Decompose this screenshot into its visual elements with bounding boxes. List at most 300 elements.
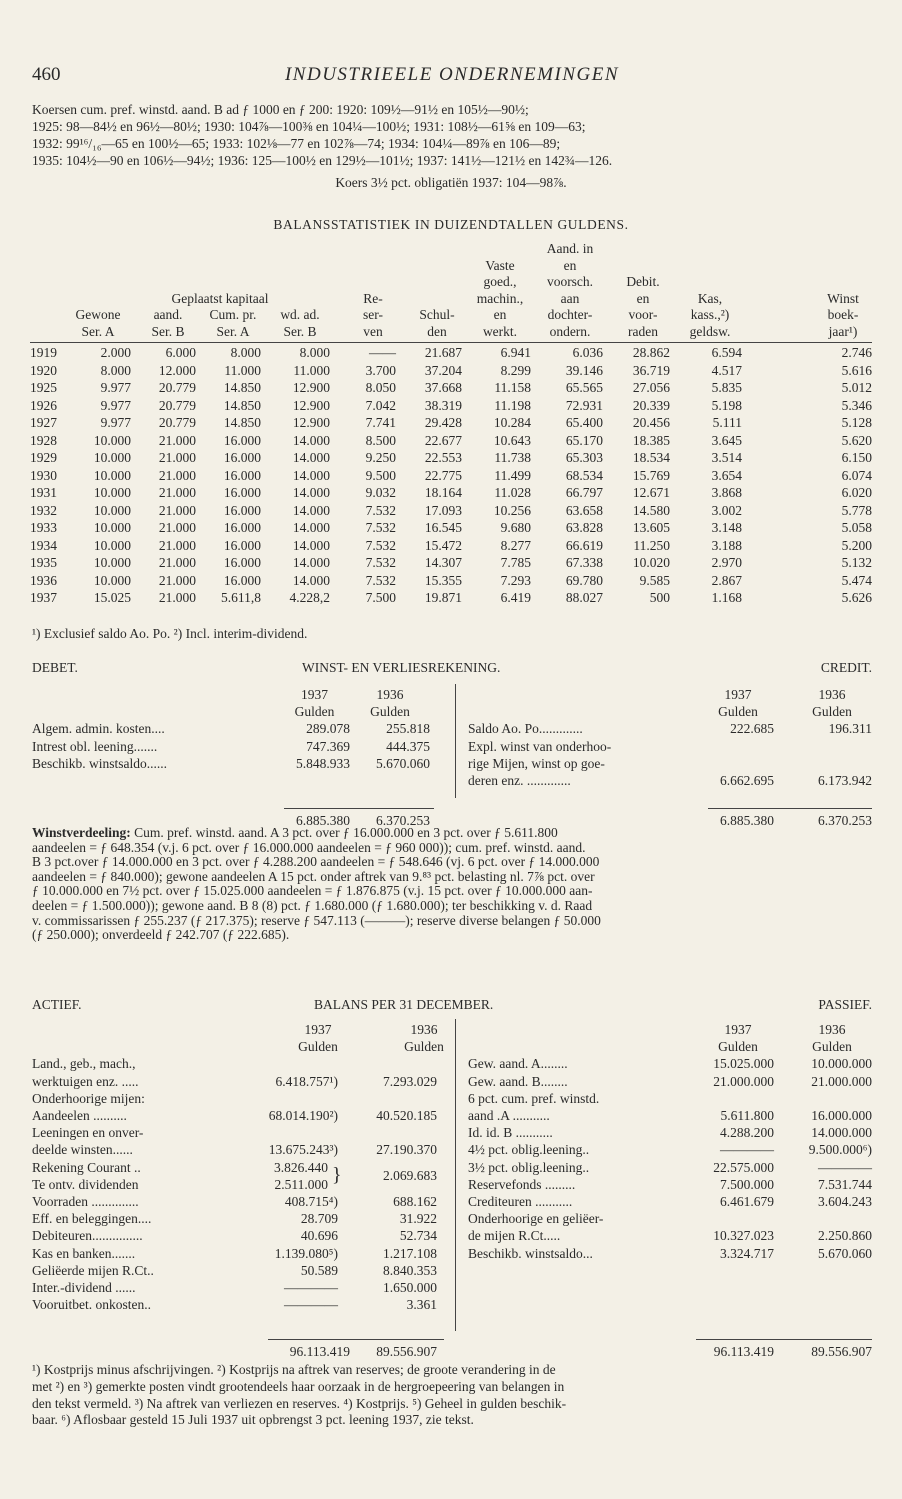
actief-1937: 40.696 bbox=[300, 1228, 338, 1244]
year-cell: 1920 bbox=[30, 362, 57, 378]
actief-label: Aandeelen .......... bbox=[32, 1108, 127, 1123]
column-header bbox=[674, 291, 746, 341]
passief-label: 6 pct. cum. pref. winstd. bbox=[468, 1090, 600, 1106]
value-cell: 14.850 bbox=[223, 380, 261, 395]
actief-1936: 1.650.000 bbox=[383, 1280, 437, 1295]
value-cell: 20.779 bbox=[158, 380, 196, 395]
value-cell: 19.871 bbox=[424, 590, 462, 605]
column-header: Gulden bbox=[294, 704, 335, 720]
actief-1937: 50.589 bbox=[300, 1262, 338, 1278]
text-line: B 3 pct.over ƒ 14.000.000 en 3 pct. over ƒ 4.288.200 aandeelen = ƒ 548.646 (vj. 6 pct. over ƒ 14.000.000 bbox=[32, 855, 600, 870]
value-cell: 29.428 bbox=[424, 415, 462, 430]
value-cell: 3.868 bbox=[711, 485, 742, 500]
value-cell: 6.941 bbox=[500, 345, 531, 360]
actief-1936: 27.190.370 bbox=[376, 1142, 437, 1158]
column-header bbox=[61, 307, 135, 340]
table-row bbox=[30, 449, 872, 467]
column-header-line: ser- bbox=[363, 307, 383, 322]
value-cell: 16.000 bbox=[223, 537, 261, 553]
value-cell: 66.797 bbox=[565, 485, 603, 500]
balansstat-footnote: ¹) Exclusief saldo Ao. Po. ²) Incl. interim-dividend. bbox=[32, 626, 308, 641]
table-row bbox=[30, 362, 872, 380]
value-cell: 16.000 bbox=[223, 502, 261, 518]
text-line: ƒ 10.000.000 en 7½ pct. over ƒ 15.025.000 aandeelen = ƒ 1.876.875 (v.j. 15 pct. over ƒ 10.000.000 aan- bbox=[32, 884, 593, 899]
actief-label: Rekening Courant .. bbox=[32, 1159, 141, 1175]
column-header-line: goed., bbox=[483, 274, 517, 289]
column-header-line: Ser. B bbox=[151, 323, 185, 339]
value-cell: 4.228,2 bbox=[289, 590, 330, 605]
column-header-line: Schul- bbox=[419, 307, 455, 322]
value-cell: 5.620 bbox=[841, 432, 872, 448]
column-header: 1936 bbox=[410, 1022, 438, 1037]
value-cell: 10.256 bbox=[493, 502, 531, 518]
credit-1936: 6.173.942 bbox=[818, 773, 872, 788]
debet-1937: 289.078 bbox=[306, 721, 350, 737]
table-row bbox=[30, 414, 872, 432]
value-cell: 10.000 bbox=[93, 450, 131, 465]
column-header-line: geldsw. bbox=[689, 323, 731, 339]
value-cell: 10.000 bbox=[93, 537, 131, 553]
text-line: v. commissarissen ƒ 255.237 (ƒ 217.375); reserve ƒ 547.113 (———); reserve diverse belangen ƒ 50.000 bbox=[32, 913, 601, 928]
year-cell: 1932 bbox=[30, 502, 57, 518]
sum-rule bbox=[708, 808, 872, 809]
debet-title: DEBET. bbox=[32, 660, 78, 675]
passief-1937: 4.288.200 bbox=[720, 1125, 774, 1141]
value-cell: 14.850 bbox=[223, 397, 261, 413]
value-cell: 21.000 bbox=[158, 520, 196, 535]
passief-1936: 3.604.243 bbox=[818, 1194, 872, 1209]
column-header: 1937 bbox=[724, 687, 752, 702]
value-cell: 7.741 bbox=[365, 415, 396, 430]
value-cell: 2.746 bbox=[841, 345, 872, 360]
debet-label: Algem. admin. kosten.... bbox=[32, 721, 165, 737]
value-cell: 17.093 bbox=[424, 502, 462, 518]
obligaties-koers: Koers 3½ pct. obligatiën 1937: 104—98⅞. bbox=[335, 175, 567, 190]
value-cell: 65.565 bbox=[565, 380, 603, 395]
passief-1937: 22.575.000 bbox=[713, 1159, 774, 1175]
value-cell: 21.000 bbox=[158, 467, 196, 483]
actief-1937: 1.139.080⁵) bbox=[274, 1245, 338, 1261]
passief-1937: 7.500.000 bbox=[720, 1176, 774, 1192]
value-cell: 10.000 bbox=[93, 485, 131, 500]
header-rule bbox=[30, 342, 872, 343]
value-cell: 18.164 bbox=[424, 485, 462, 500]
value-cell: 10.000 bbox=[93, 520, 131, 535]
value-cell: 20.456 bbox=[632, 415, 670, 430]
value-cell: 20.779 bbox=[158, 415, 196, 430]
value-cell: 16.000 bbox=[223, 432, 261, 448]
passief-label: Gew. aand. A........ bbox=[468, 1056, 568, 1072]
column-header-line: Ser. A bbox=[216, 323, 250, 339]
value-cell: 21.000 bbox=[158, 450, 196, 465]
passief-1936: 21.000.000 bbox=[811, 1073, 872, 1089]
value-cell: 7.042 bbox=[365, 397, 396, 413]
running-header bbox=[32, 64, 872, 88]
value-cell: 69.780 bbox=[565, 572, 603, 588]
value-cell: 63.658 bbox=[565, 502, 603, 518]
year-cell: 1933 bbox=[30, 520, 57, 535]
value-cell: 8.277 bbox=[500, 537, 531, 553]
debet-1936: 255.818 bbox=[386, 721, 430, 737]
column-header bbox=[810, 291, 876, 341]
value-cell: 21.000 bbox=[158, 555, 196, 570]
column-header-line: Vaste bbox=[485, 257, 515, 273]
column-header: Gulden bbox=[718, 1039, 758, 1055]
passief-1936: 16.000.000 bbox=[811, 1108, 872, 1123]
value-cell: —— bbox=[369, 345, 396, 360]
actief-1936: 1.217.108 bbox=[383, 1245, 437, 1261]
footnote-line: den tekst vermeld. ³) Na aftrek van verliezen en reserves. ⁴) Kostprijs. ⁵) Geheel in gulden beschik- bbox=[32, 1395, 567, 1411]
year-cell: 1935 bbox=[30, 555, 57, 570]
passief-1937: 6.461.679 bbox=[720, 1194, 774, 1209]
value-cell: 20.339 bbox=[632, 397, 670, 413]
value-cell: 21.687 bbox=[424, 345, 462, 360]
total-1937: 96.113.419 bbox=[289, 1344, 350, 1359]
footnote-line: met ²) en ³) gemerkte posten vindt grootendeels haar oorzaak in de hergroepeering van belangen in bbox=[32, 1378, 565, 1394]
actief-title: ACTIEF. bbox=[32, 997, 82, 1012]
passief-1936: 7.531.744 bbox=[818, 1176, 872, 1192]
value-cell: 37.668 bbox=[424, 380, 462, 395]
passief-1936: ———— bbox=[818, 1159, 872, 1175]
value-cell: 36.719 bbox=[632, 362, 670, 378]
value-cell: 5.128 bbox=[841, 415, 872, 430]
column-header: 1936 bbox=[818, 1022, 846, 1037]
value-cell: 3.645 bbox=[711, 432, 742, 448]
year-cell: 1937 bbox=[30, 590, 57, 605]
group-header: Geplaatst kapitaal bbox=[171, 291, 269, 306]
value-cell: 8.000 bbox=[299, 345, 330, 360]
value-cell: 9.585 bbox=[639, 572, 670, 588]
column-header: Gulden bbox=[404, 1039, 444, 1055]
value-cell: 3.188 bbox=[711, 537, 742, 553]
page-number: 460 bbox=[32, 64, 61, 85]
year-cell: 1934 bbox=[30, 537, 57, 553]
passief-1937: 15.025.000 bbox=[713, 1056, 774, 1072]
passief-label: de mijen R.Ct..... bbox=[468, 1228, 561, 1244]
table-row bbox=[30, 467, 872, 485]
table-row bbox=[30, 344, 872, 362]
value-cell: 88.027 bbox=[565, 590, 603, 605]
total-1936: 89.556.907 bbox=[811, 1344, 872, 1359]
winstverdeeling-paragraph bbox=[32, 826, 870, 943]
value-cell: 5.626 bbox=[841, 590, 872, 605]
column-divider bbox=[455, 1019, 456, 1331]
value-cell: 22.775 bbox=[424, 467, 462, 483]
value-cell: 8.500 bbox=[365, 432, 396, 448]
value-cell: 7.532 bbox=[365, 520, 396, 535]
value-cell: 28.862 bbox=[632, 345, 670, 360]
value-cell: 11.028 bbox=[494, 485, 531, 500]
value-cell: 7.532 bbox=[365, 537, 396, 553]
passief-label: Reservefonds ......... bbox=[468, 1176, 576, 1192]
actief-1937: ———— bbox=[284, 1297, 338, 1313]
value-cell: 14.000 bbox=[292, 502, 330, 518]
column-header: Gulden bbox=[812, 1039, 852, 1055]
column-header-line: aand. bbox=[153, 307, 183, 322]
value-cell: 68.534 bbox=[565, 467, 603, 483]
value-cell: 39.146 bbox=[565, 362, 603, 378]
credit-label: deren enz. ............. bbox=[468, 773, 571, 788]
passief-1937: 10.327.023 bbox=[713, 1228, 774, 1244]
column-header-line: ondern. bbox=[549, 323, 591, 339]
actief-1936: 40.520.185 bbox=[376, 1108, 437, 1123]
value-cell: 12.900 bbox=[292, 397, 330, 413]
column-header-line: jaar¹) bbox=[828, 323, 858, 339]
text-line: aandeelen = ƒ 648.354 (v.j. 6 pct. over ƒ 16.000.000 aandeelen = ƒ 960 000)); cum. pref. winstd. aand. bbox=[32, 840, 586, 855]
passief-label: Gew. aand. B........ bbox=[468, 1073, 568, 1089]
value-cell: 63.828 bbox=[565, 520, 603, 535]
value-cell: 16.000 bbox=[223, 467, 261, 483]
value-cell: 18.385 bbox=[632, 432, 670, 448]
table-row bbox=[30, 484, 872, 502]
statement-titles bbox=[32, 997, 872, 1017]
column-header-line: Debit. bbox=[626, 274, 660, 289]
credit-label: Saldo Ao. Po............. bbox=[468, 721, 583, 737]
column-header-line: ven bbox=[363, 323, 383, 339]
value-cell: 5.616 bbox=[841, 362, 872, 378]
value-cell: 22.553 bbox=[424, 450, 462, 465]
value-cell: 21.000 bbox=[158, 590, 196, 605]
balans-footnotes bbox=[32, 1362, 870, 1429]
debet-1937: 5.848.933 bbox=[296, 755, 350, 771]
value-cell: 14.000 bbox=[292, 485, 330, 500]
statement-body bbox=[32, 1017, 872, 1362]
value-cell: 14.000 bbox=[292, 555, 330, 570]
text-line: 1932: 99¹⁶/₁₆—65 en 100½—65; 1933: 102⅛—77 en 102⅞—74; 1934: 104¼—89⅞ en 106—89; bbox=[32, 136, 561, 151]
value-cell: 6.150 bbox=[841, 450, 872, 465]
value-cell: 11.250 bbox=[633, 537, 670, 553]
balansstat-title: BALANSSTATISTIEK IN DUIZENDTALLEN GULDENS. bbox=[273, 217, 629, 232]
actief-label: werktuigen enz. ..... bbox=[32, 1073, 139, 1089]
value-cell: 7.293 bbox=[500, 572, 531, 588]
actief-1936: 8.840.353 bbox=[383, 1262, 437, 1278]
value-cell: 21.000 bbox=[158, 572, 196, 588]
value-cell: 12.900 bbox=[292, 415, 330, 430]
value-cell: 10.000 bbox=[93, 572, 131, 588]
value-cell: 5.474 bbox=[841, 572, 872, 588]
column-header-line: boek- bbox=[827, 307, 859, 322]
value-cell: 9.977 bbox=[100, 380, 131, 395]
passief-1936: 9.500.000⁶) bbox=[808, 1142, 872, 1158]
total-1936: 6.370.253 bbox=[818, 813, 872, 828]
footnote-line: ¹) Kostprijs minus afschrijvingen. ²) Kostprijs na aftrek van reserves; de groote verandering in de bbox=[32, 1362, 556, 1377]
table-row bbox=[30, 589, 872, 607]
value-cell: 16.545 bbox=[424, 520, 462, 535]
value-cell: 10.000 bbox=[93, 555, 131, 570]
passief-1937: 21.000.000 bbox=[713, 1073, 774, 1089]
value-cell: 16.000 bbox=[223, 450, 261, 465]
total-1937: 96.113.419 bbox=[713, 1344, 774, 1359]
value-cell: 13.605 bbox=[632, 520, 670, 535]
value-cell: 14.000 bbox=[292, 537, 330, 553]
passief-1937: 5.611.800 bbox=[720, 1108, 774, 1123]
value-cell: 11.499 bbox=[494, 467, 531, 483]
passief-label: Id. id. B ........... bbox=[468, 1125, 553, 1141]
table-row bbox=[30, 519, 872, 537]
column-header-line: den bbox=[427, 323, 447, 339]
actief-1937: 28.709 bbox=[300, 1211, 338, 1227]
column-header bbox=[408, 307, 466, 340]
year-cell: 1927 bbox=[30, 415, 57, 430]
actief-label: Onderhoorige mijen: bbox=[32, 1090, 145, 1106]
value-cell: 11.000 bbox=[293, 362, 330, 378]
value-cell: 10.284 bbox=[493, 415, 531, 430]
column-header bbox=[612, 274, 674, 340]
column-header bbox=[346, 291, 400, 341]
value-cell: 7.532 bbox=[365, 555, 396, 570]
column-header-line: en bbox=[493, 307, 507, 322]
value-cell: 22.677 bbox=[424, 432, 462, 448]
lead-in: Winstverdeeling: bbox=[32, 826, 131, 840]
value-cell: 20.779 bbox=[158, 397, 196, 413]
value-cell: 2.867 bbox=[711, 572, 742, 588]
text-line: aandeelen = ƒ 840.000); gewone aandeelen A 15 pct. onder aftrek van 9.⁸³ pct. belasting nl. 7⅞ pct. over bbox=[32, 869, 595, 884]
value-cell: 21.000 bbox=[158, 485, 196, 500]
value-cell: 1.168 bbox=[711, 590, 742, 605]
value-cell: 6.036 bbox=[572, 345, 603, 360]
value-cell: 5.012 bbox=[841, 380, 872, 395]
value-cell: 6.074 bbox=[841, 467, 872, 483]
value-cell: 5.778 bbox=[841, 502, 872, 518]
credit-title: CREDIT. bbox=[820, 660, 872, 675]
credit-label: Expl. winst van onderhoo- bbox=[468, 738, 612, 754]
value-cell: 27.056 bbox=[632, 380, 670, 395]
actief-label: Voorraden .............. bbox=[32, 1194, 139, 1209]
actief-label: deelde winsten...... bbox=[32, 1142, 133, 1158]
table-row bbox=[30, 537, 872, 555]
column-header-line: Winst bbox=[827, 290, 859, 306]
column-header bbox=[465, 258, 535, 341]
value-cell: 12.900 bbox=[292, 380, 330, 395]
column-header: Gulden bbox=[718, 704, 758, 720]
passief-title: PASSIEF. bbox=[818, 997, 872, 1012]
value-cell: 2.970 bbox=[711, 555, 742, 570]
table-header bbox=[30, 241, 872, 340]
actief-label: Kas en banken....... bbox=[32, 1245, 136, 1261]
table-body bbox=[30, 344, 872, 607]
column-header-line: Re- bbox=[363, 290, 383, 306]
value-cell: 21.000 bbox=[158, 432, 196, 448]
passief-label: aand .A ........... bbox=[468, 1108, 550, 1123]
column-header-line: wd. ad. bbox=[280, 307, 320, 322]
actief-1937: 2.511.000 bbox=[274, 1176, 328, 1192]
value-cell: 3.654 bbox=[711, 467, 742, 483]
column-header bbox=[533, 241, 607, 340]
value-cell: 16.000 bbox=[223, 485, 261, 500]
value-cell: 6.000 bbox=[165, 345, 196, 360]
passief-label: 3½ pct. oblig.leening.. bbox=[468, 1159, 590, 1175]
column-header: Gulden bbox=[812, 704, 852, 720]
year-cell: 1928 bbox=[30, 432, 57, 448]
value-cell: 5.111 bbox=[712, 415, 742, 430]
value-cell: 12.671 bbox=[632, 485, 670, 500]
year-cell: 1936 bbox=[30, 572, 57, 588]
value-cell: 21.000 bbox=[158, 537, 196, 553]
column-header bbox=[201, 307, 265, 340]
value-cell: 7.532 bbox=[365, 502, 396, 518]
value-cell: 3.148 bbox=[711, 520, 742, 535]
value-cell: 7.532 bbox=[365, 572, 396, 588]
actief-label: Leeningen en onver- bbox=[32, 1125, 144, 1141]
column-header: 1937 bbox=[304, 1022, 332, 1037]
table-row bbox=[30, 397, 872, 415]
value-cell: 72.931 bbox=[565, 397, 603, 413]
passief-1936: 10.000.000 bbox=[811, 1056, 872, 1072]
debet-1936: 444.375 bbox=[386, 738, 430, 754]
sum-rule bbox=[284, 808, 434, 809]
text-line: Winstverdeeling: Cum. pref. winstd. aand. A 3 pct. over ƒ 16.000.000 en 3 pct. over ƒ 5.611.800 bbox=[32, 826, 558, 840]
actief-1936: 31.922 bbox=[399, 1211, 437, 1227]
column-header-line: Ser. B bbox=[283, 323, 317, 339]
balansstat-table bbox=[30, 241, 872, 607]
actief-1936: 52.734 bbox=[399, 1228, 437, 1244]
column-header-line: kass.,²) bbox=[690, 307, 730, 322]
value-cell: 5.346 bbox=[841, 397, 872, 413]
text-line: (ƒ 250.000); onverdeeld ƒ 242.707 (ƒ 222.685). bbox=[32, 928, 290, 943]
koersen-paragraph bbox=[32, 101, 870, 169]
sum-rule bbox=[268, 1339, 444, 1340]
value-cell: 3.700 bbox=[365, 362, 396, 378]
debet-1936: 5.670.060 bbox=[376, 755, 430, 771]
actief-1937: 68.014.190²) bbox=[268, 1108, 338, 1123]
year-cell: 1931 bbox=[30, 485, 57, 500]
year-cell: 1929 bbox=[30, 450, 57, 465]
passief-1937: 3.324.717 bbox=[720, 1245, 774, 1261]
value-cell: 9.500 bbox=[365, 467, 396, 483]
credit-label: rige Mijen, winst op goe- bbox=[468, 755, 605, 771]
total-1937: 6.885.380 bbox=[720, 813, 774, 828]
column-header bbox=[136, 307, 200, 340]
value-cell: 66.619 bbox=[565, 537, 603, 553]
column-header: 1937 bbox=[301, 687, 328, 702]
value-cell: 3.002 bbox=[711, 502, 742, 518]
year-cell: 1926 bbox=[30, 397, 57, 413]
value-cell: 9.680 bbox=[500, 520, 531, 535]
value-cell: 6.594 bbox=[711, 345, 742, 360]
passief-1936: 14.000.000 bbox=[811, 1125, 872, 1141]
value-cell: 5.835 bbox=[711, 380, 742, 395]
column-header: 1937 bbox=[724, 1022, 752, 1037]
actief-label: Te ontv. dividenden bbox=[32, 1176, 139, 1192]
column-header-line: en bbox=[563, 257, 577, 273]
value-cell: 14.000 bbox=[292, 467, 330, 483]
value-cell: 14.580 bbox=[632, 502, 670, 518]
value-cell: 67.338 bbox=[565, 555, 603, 570]
column-header bbox=[266, 307, 334, 340]
actief-1936: 688.162 bbox=[393, 1194, 437, 1209]
value-cell: 6.419 bbox=[500, 590, 531, 605]
actief-1936: 7.293.029 bbox=[383, 1073, 437, 1089]
column-header-line: raden bbox=[628, 323, 658, 339]
value-cell: 14.000 bbox=[292, 572, 330, 588]
value-cell: 500 bbox=[649, 590, 670, 605]
table-row bbox=[30, 554, 872, 572]
value-cell: 65.170 bbox=[565, 432, 603, 448]
text-line: 1935: 104½—90 en 106½—94½; 1936: 125—100½ en 129½—101½; 1937: 141½—121½ en 142¾—126. bbox=[32, 153, 613, 168]
value-cell: 4.517 bbox=[711, 362, 742, 378]
actief-1936-bracketed: 2.069.683 bbox=[383, 1167, 437, 1183]
value-cell: 12.000 bbox=[158, 362, 196, 378]
total-1936: 89.556.907 bbox=[376, 1344, 437, 1359]
credit-1937: 6.662.695 bbox=[720, 773, 774, 788]
value-cell: 10.000 bbox=[93, 432, 131, 448]
value-cell: 8.050 bbox=[365, 380, 396, 395]
column-divider bbox=[455, 684, 456, 798]
column-header: 1936 bbox=[376, 687, 404, 702]
debet-label: Beschikb. winstsaldo...... bbox=[32, 755, 167, 771]
year-cell: 1925 bbox=[30, 380, 57, 395]
credit-1937: 222.685 bbox=[730, 721, 774, 737]
